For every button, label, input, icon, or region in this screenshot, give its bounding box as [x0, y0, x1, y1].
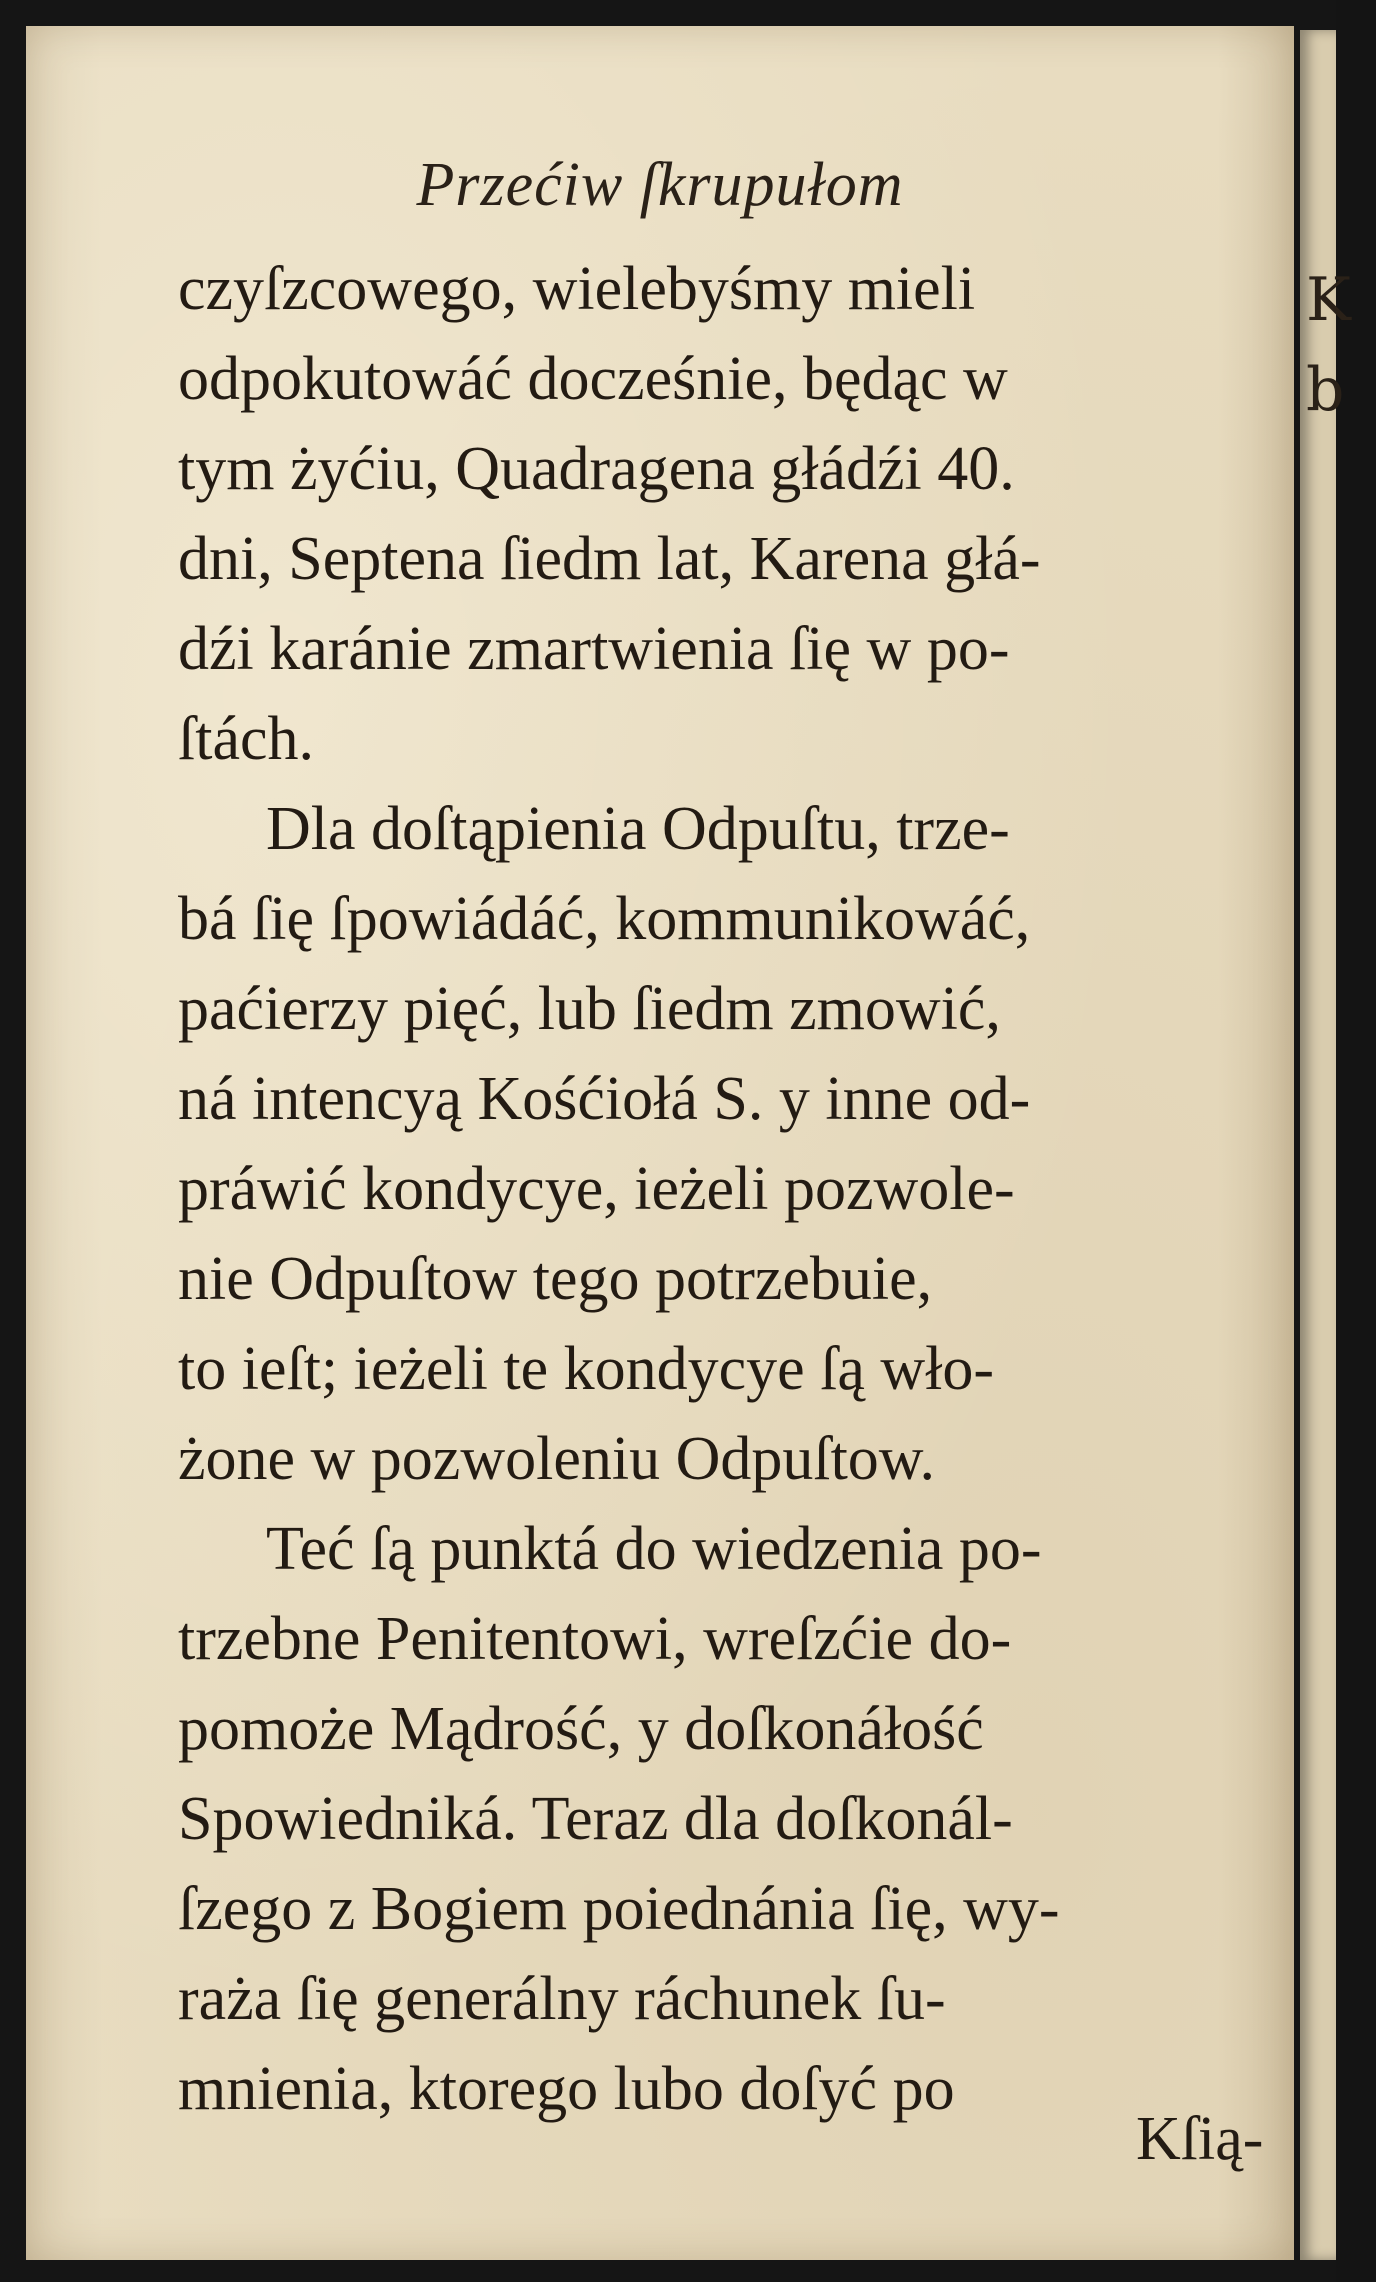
running-head: Przećiw ſkrupułom	[416, 151, 904, 219]
catchword: Kſią-	[1136, 2105, 1264, 2173]
text-line-10: ná intencyą Kośćiołá S. y inne od-	[178, 1065, 1031, 1133]
text-line-12: nie Odpuſtow tego potrzebuie,	[178, 1245, 933, 1313]
text-line-16: trzebne Penitentowi, wreſzćie do-	[178, 1605, 1012, 1673]
facing-page-edge	[1300, 30, 1351, 2260]
book-page	[26, 26, 1294, 2260]
text-line-21: mnienia, ktorego lubo doſyć po	[178, 2055, 955, 2123]
text-line-18: Spowiedniká. Teraz dla doſkonál-	[178, 1785, 1013, 1853]
text-line-14: żone w pozwoleniu Odpuſtow.	[178, 1425, 936, 1493]
text-line-20: raża ſię generálny ráchunek ſu-	[178, 1965, 946, 2033]
text-line-15: Teć ſą punktá do wiedzenia po-	[266, 1515, 1042, 1583]
text-line-3: tym żyćiu, Quadragena głádźi 40.	[178, 435, 1015, 503]
text-line-11: práwić kondycye, ieżeli pozwole-	[178, 1155, 1015, 1223]
facing-letter-2: b	[1306, 355, 1345, 425]
text-line-8: bá ſię ſpowiádáć, kommunikowáć,	[178, 885, 1031, 953]
text-line-7: Dla doſtąpienia Odpuſtu, trze-	[266, 795, 1010, 863]
text-line-17: pomoże Mądrość, y doſkonáłość	[178, 1695, 984, 1763]
text-line-2: odpokutowáć docześnie, będąc w	[178, 345, 1008, 413]
facing-letter-1: K	[1306, 265, 1351, 335]
text-line-19: ſzego z Bogiem poiednánia ſię, wy-	[178, 1875, 1060, 1943]
text-line-1: czyſzcowego, wielebyśmy mieli	[178, 255, 976, 323]
text-line-5: dźi karánie zmartwienia ſię w po-	[178, 615, 1010, 683]
text-line-13: to ieſt; ieżeli te kondycye ſą wło-	[178, 1335, 995, 1403]
text-line-4: dni, Septena ſiedm lat, Karena głá-	[178, 525, 1041, 593]
text-line-6: ſtách.	[178, 705, 314, 773]
text-line-9: paćierzy pięć, lub ſiedm zmowić,	[178, 975, 1001, 1043]
